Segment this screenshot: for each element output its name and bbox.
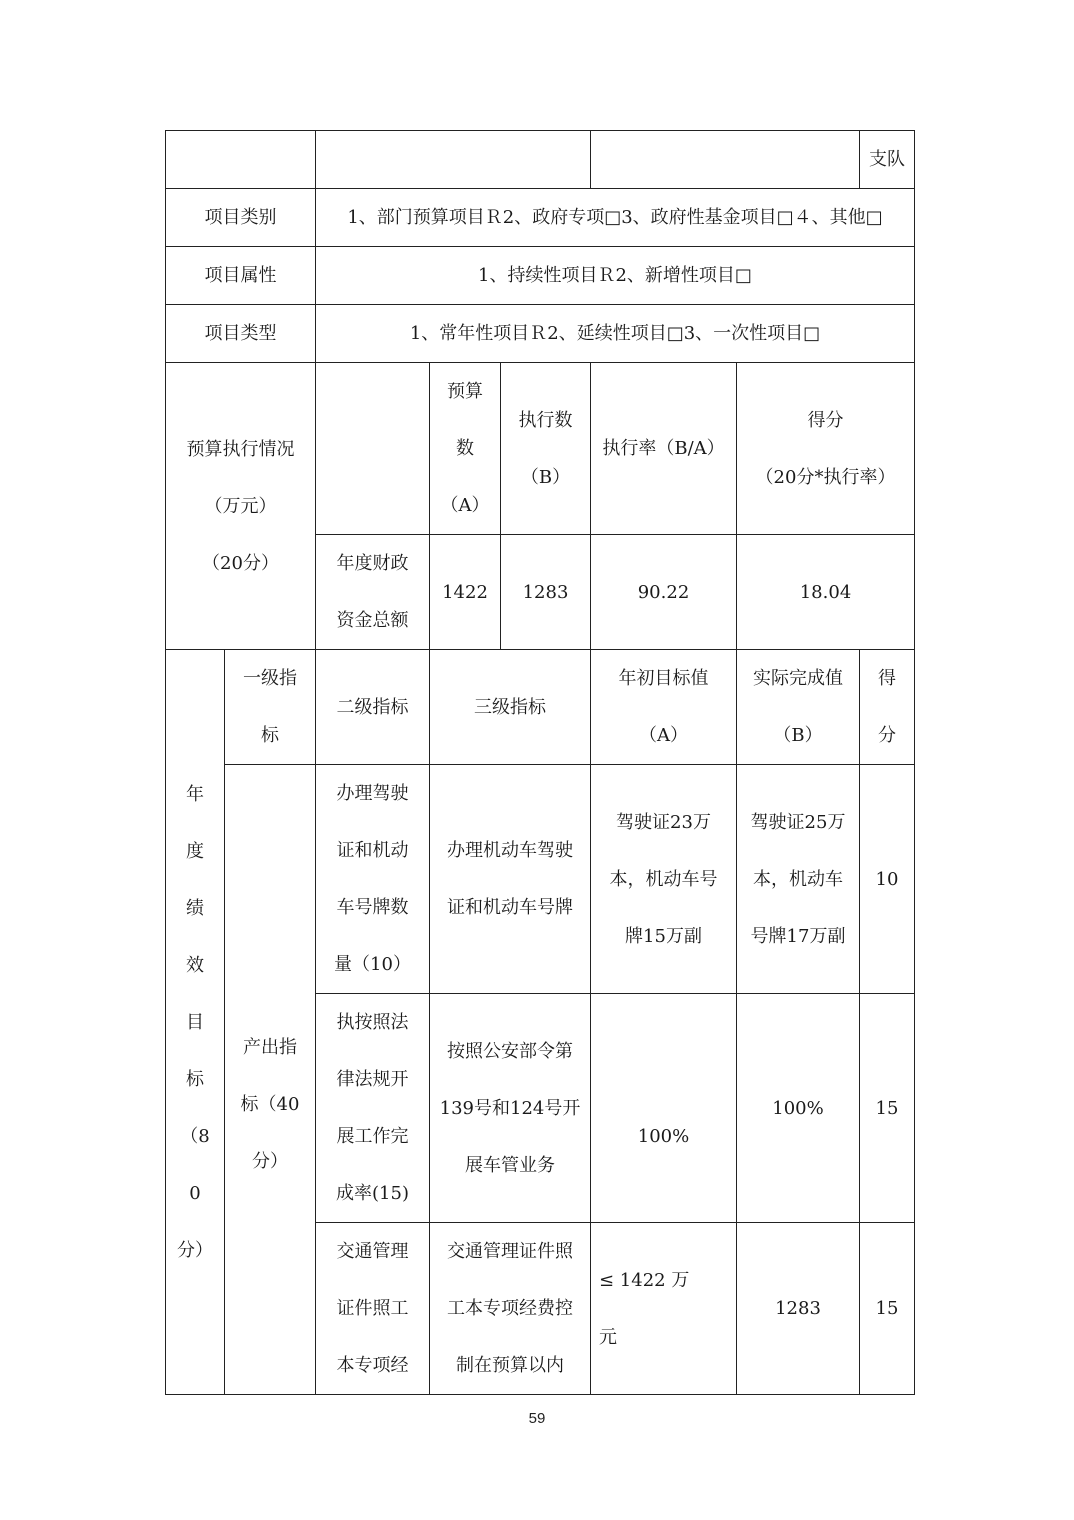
level1-indicator-header: 一级指 标 <box>225 650 316 765</box>
actual-value: 100% <box>737 994 860 1223</box>
project-attribute-value: 1、持续性项目Ｒ2、新增性项目□ <box>316 247 915 305</box>
execution-rate-value: 90.22 <box>591 535 737 650</box>
dept-name-cell <box>316 131 591 189</box>
actual-value: 驾驶证25万 本，机动车 号牌17万副 <box>737 765 860 994</box>
target-value-header: 年初目标值 （A） <box>591 650 737 765</box>
unit-label-cell <box>591 131 860 189</box>
target-value: 100% <box>591 994 737 1223</box>
project-category-value: 1、部门预算项目Ｒ2、政府专项□3、政府性基金项目□４、其他□ <box>316 189 915 247</box>
level3-indicator: 办理机动车驾驶 证和机动车号牌 <box>430 765 591 994</box>
header-row <box>166 131 915 189</box>
level3-indicator: 按照公安部令第 139号和124号开 展车管业务 <box>430 994 591 1223</box>
project-category-label: 项目类别 <box>166 189 316 247</box>
project-type-row <box>166 305 915 363</box>
project-category-row <box>166 189 915 247</box>
indicator-row <box>166 765 915 994</box>
indicator-score: 10 <box>860 765 915 994</box>
target-value: ≤ 1422 万 元 <box>591 1223 737 1395</box>
page-number: 59 <box>528 1410 546 1427</box>
level3-indicator: 交通管理证件照 工本专项经费控 制在预算以内 <box>430 1223 591 1395</box>
executed-amount-value: 1283 <box>501 535 591 650</box>
target-value: 驾驶证23万 本，机动车号 牌15万副 <box>591 765 737 994</box>
executed-amount-header: 执行数 （B） <box>501 363 591 535</box>
budget-score-value: 18.04 <box>737 535 915 650</box>
level2-indicator: 交通管理 证件照工 本专项经 <box>316 1223 430 1395</box>
score-header: 得 分 <box>860 650 915 765</box>
budget-score-header: 得分 （20分*执行率） <box>737 363 915 535</box>
indicator-score: 15 <box>860 1223 915 1395</box>
project-type-value: 1、常年性项目Ｒ2、延续性项目□3、一次性项目□ <box>316 305 915 363</box>
budget-section-label: 预算执行情况 （万元） （20分） <box>166 363 316 650</box>
actual-value: 1283 <box>737 1223 860 1395</box>
annual-performance-goal-label: 年 度 绩 效 目 标 （8 0 分） <box>166 650 225 1395</box>
unit-name-cell: 支队 <box>860 131 915 189</box>
indicator-score: 15 <box>860 994 915 1223</box>
level3-indicator-header: 三级指标 <box>430 650 591 765</box>
project-type-label: 项目类型 <box>166 305 316 363</box>
budget-amount-value: 1422 <box>430 535 501 650</box>
dept-label-cell <box>166 131 316 189</box>
execution-rate-header: 执行率（B/A） <box>591 363 737 535</box>
project-attribute-label: 项目属性 <box>166 247 316 305</box>
budget-amount-header: 预算 数 （A） <box>430 363 501 535</box>
indicator-header-row <box>166 650 915 765</box>
output-indicator-label: 产出指 标（40 分） <box>225 765 316 1395</box>
level2-indicator: 办理驾驶 证和机动 车号牌数 量（10） <box>316 765 430 994</box>
annual-fund-total-label: 年度财政 资金总额 <box>316 535 430 650</box>
budget-head-blank <box>316 363 430 535</box>
level2-indicator-header: 二级指标 <box>316 650 430 765</box>
level2-indicator: 执按照法 律法规开 展工作完 成率(15) <box>316 994 430 1223</box>
budget-header-row <box>166 363 915 535</box>
actual-value-header: 实际完成值 （B） <box>737 650 860 765</box>
performance-table <box>165 130 915 1395</box>
project-attribute-row <box>166 247 915 305</box>
